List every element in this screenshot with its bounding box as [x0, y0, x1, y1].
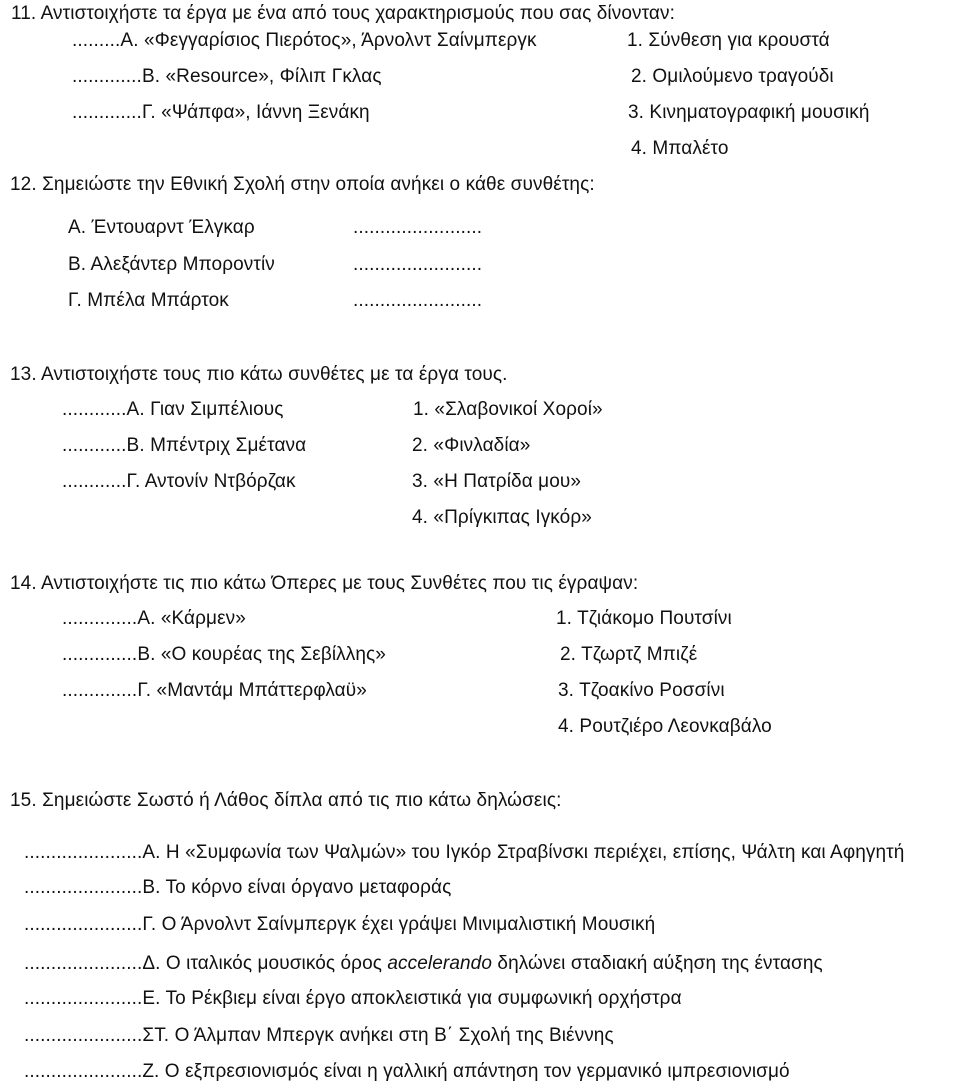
question-11-title: 11. Αντιστοιχήστε τα έργα με ένα από τους χαρακτηρισμούς που σας δίνονταν: — [11, 3, 675, 24]
answer-blank[interactable]: .............. — [62, 680, 138, 701]
answer-blank[interactable]: ...................... — [24, 988, 143, 1009]
q15-statement-st — [24, 1023, 614, 1049]
q15-statement-b-text: Β. Το κόρνο είναι όργανο μεταφοράς — [142, 877, 452, 898]
question-13-title: 13. Αντιστοιχήστε τους πιο κάτω συνθέτες με τα έργα τους. — [10, 364, 508, 385]
q13-item-b-label: Β. Μπέντριχ Σμέτανα — [126, 435, 307, 456]
q14-item-b-label: Β. «Ο κουρέας της Σεβίλλης» — [137, 644, 386, 665]
q11-item-c — [72, 100, 370, 126]
q11-option-3: 3. Κινηματογραφική μουσική — [628, 102, 870, 123]
q15-statement-a-text: Α. Η «Συμφωνία των Ψαλμών» του Ιγκόρ Στραβίνσκι περιέχει, επίσης, Ψάλτη και Αφηγητή — [142, 842, 905, 863]
question-14-title: 14. Αντιστοιχήστε τις πιο κάτω Όπερες με τους Συνθέτες που τις έγραψαν: — [10, 573, 639, 594]
answer-blank[interactable]: ......... — [72, 30, 121, 51]
q15-statement-d-text-after: δηλώνει σταδιακή αύξηση της έντασης — [492, 953, 823, 974]
q14-item-a-label: Α. «Κάρμεν» — [137, 608, 246, 629]
q15-statement-e-text: Ε. Το Ρέκβιεμ είναι έργο αποκλειστικά για συμφωνική ορχήστρα — [142, 988, 682, 1009]
answer-blank[interactable]: .............. — [62, 644, 138, 665]
q11-item-b-label: Β. «Resource», Φίλιπ Γκλας — [141, 66, 382, 87]
q12-item-a-label: Α. Έντουαρντ Έλγκαρ — [68, 217, 255, 238]
q13-item-c — [62, 469, 296, 495]
answer-blank[interactable]: ............ — [62, 399, 127, 420]
q14-item-c-label: Γ. «Μαντάμ Μπάττερφλαϋ» — [137, 680, 367, 701]
answer-blank[interactable]: ........................ — [353, 290, 483, 311]
q13-option-3: 3. «Η Πατρίδα μου» — [412, 471, 582, 492]
answer-blank[interactable]: ...................... — [24, 1061, 143, 1082]
q13-option-2: 2. «Φινλαδία» — [412, 435, 531, 456]
answer-blank[interactable]: ............ — [62, 435, 127, 456]
q14-item-a — [62, 606, 246, 632]
q13-option-1: 1. «Σλαβονικοί Χοροί» — [413, 399, 603, 420]
q15-statement-b — [24, 875, 451, 901]
question-15-title: 15. Σημειώστε Σωστό ή Λάθος δίπλα από τις πιο κάτω δηλώσεις: — [10, 790, 562, 811]
q15-statement-d-italic-term: accelerando — [387, 953, 493, 974]
answer-blank[interactable]: ........................ — [353, 254, 483, 275]
q15-statement-z-text: Ζ. Ο εξπρεσιονισμός είναι η γαλλική απάντηση τον γερμανικό ιμπρεσιονισμό — [142, 1061, 790, 1082]
answer-blank[interactable]: ........................ — [353, 217, 483, 238]
q15-statement-a — [24, 840, 904, 866]
q11-option-1: 1. Σύνθεση για κρουστά — [627, 30, 830, 51]
q14-item-c — [62, 678, 367, 704]
q15-statement-e — [24, 986, 682, 1012]
answer-blank[interactable]: ...................... — [24, 914, 143, 935]
q11-item-c-label: Γ. «Ψάπφα», Ιάννη Ξενάκη — [141, 102, 370, 123]
answer-blank[interactable]: ...................... — [24, 842, 143, 863]
q13-item-c-label: Γ. Αντονίν Ντβόρζακ — [126, 471, 296, 492]
q14-option-1: 1. Τζιάκομο Πουτσίνι — [556, 608, 732, 629]
q11-item-b — [72, 64, 382, 90]
answer-blank[interactable]: ............. — [72, 66, 142, 87]
q13-option-4: 4. «Πρίγκιπας Ιγκόρ» — [412, 507, 592, 528]
q14-option-3: 3. Τζοακίνο Ροσσίνι — [558, 680, 725, 701]
q14-item-b — [62, 642, 386, 668]
q12-item-c-label: Γ. Μπέλα Μπάρτοκ — [68, 290, 229, 311]
q11-option-2: 2. Ομιλούμενο τραγούδι — [631, 66, 834, 87]
q11-item-a — [72, 28, 537, 54]
q15-statement-d — [24, 951, 823, 977]
q13-item-a-label: Α. Γιαν Σιμπέλιους — [126, 399, 284, 420]
q15-statement-c-text: Γ. Ο Άρνολντ Σαίνμπεργκ έχει γράψει Μινιμαλιστική Μουσική — [142, 914, 656, 935]
q15-statement-st-text: ΣΤ. Ο Άλμπαν Μπεργκ ανήκει στη Β΄ Σχολή της Βιέννης — [142, 1025, 614, 1046]
answer-blank[interactable]: ............. — [72, 102, 142, 123]
answer-blank[interactable]: ...................... — [24, 1025, 143, 1046]
q12-item-b-label: Β. Αλεξάντερ Μπορoντίν — [68, 254, 275, 275]
answer-blank[interactable]: .............. — [62, 608, 138, 629]
q11-item-a-label: Α. «Φεγγαρίσιος Πιερότος», Άρνολντ Σαίνμπεργκ — [120, 30, 537, 51]
q14-option-2: 2. Τζωρτζ Μπιζέ — [560, 644, 698, 665]
q15-statement-c — [24, 912, 655, 938]
q13-item-b — [62, 433, 306, 459]
q15-statement-z — [24, 1059, 790, 1085]
answer-blank[interactable]: ...................... — [24, 877, 143, 898]
answer-blank[interactable]: ...................... — [24, 953, 143, 974]
q14-option-4: 4. Ρουτζιέρο Λεονκαβάλο — [558, 716, 772, 737]
q11-option-4: 4. Μπαλέτο — [631, 138, 729, 159]
q13-item-a — [62, 397, 284, 423]
q15-statement-d-text-before: Δ. Ο ιταλικός μουσικός όρος — [142, 953, 388, 974]
question-12-title: 12. Σημειώστε την Εθνική Σχολή στην οποία ανήκει ο κάθε συνθέτης: — [10, 174, 595, 195]
answer-blank[interactable]: ............ — [62, 471, 127, 492]
